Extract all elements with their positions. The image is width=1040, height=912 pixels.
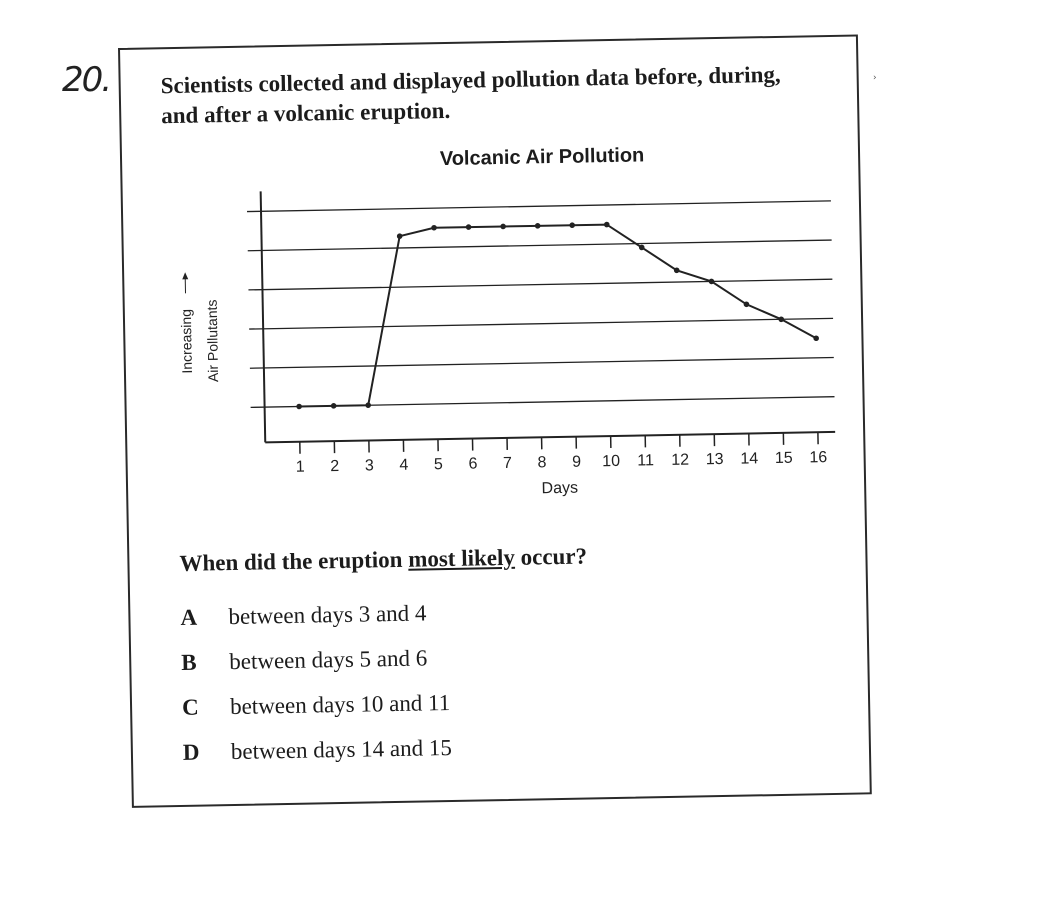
y-axis-label-line2: Air Pollutants — [203, 299, 222, 383]
x-tick-label-11: 11 — [637, 452, 655, 470]
data-point-day-5 — [431, 225, 437, 231]
x-tick-label-10: 10 — [602, 452, 621, 471]
x-tick-label-16: 16 — [809, 449, 828, 467]
option-d-letter: D — [182, 739, 200, 765]
x-tick-label-5: 5 — [433, 456, 444, 474]
x-tick-label-4: 4 — [399, 456, 409, 474]
x-tick-label-14: 14 — [740, 450, 759, 468]
data-point-day-8 — [535, 223, 541, 229]
chart-title: Volcanic Air Pollution — [439, 144, 645, 171]
prompt-text-after: occur? — [514, 543, 588, 570]
y-axis-arrow-head — [182, 272, 188, 279]
option-a-text: between days 3 and 4 — [228, 600, 427, 630]
question-box — [118, 34, 872, 807]
option-c[interactable] — [182, 690, 451, 721]
option-a[interactable] — [180, 600, 426, 631]
data-point-day-7 — [500, 224, 506, 230]
margin-mark: › — [873, 73, 877, 83]
option-c-text: between days 10 and 11 — [229, 690, 451, 720]
x-axis-label: Days — [541, 479, 579, 498]
x-tick-label-13: 13 — [705, 450, 724, 469]
data-point-day-2 — [331, 403, 337, 409]
option-d[interactable] — [183, 735, 452, 766]
y-gridline-3 — [248, 279, 832, 290]
x-tick-label-9: 9 — [571, 453, 582, 471]
data-point-day-4 — [397, 233, 403, 239]
question-stem: Scientists collected and displayed pollution data before, during, and after a volcanic eruption. — [160, 61, 781, 129]
y-gridline-4 — [248, 240, 832, 251]
x-tick-label-6: 6 — [468, 455, 478, 473]
data-point-day-9 — [569, 222, 575, 228]
data-point-day-6 — [466, 224, 472, 230]
x-tick-label-2: 2 — [330, 458, 340, 476]
x-tick-label-8: 8 — [537, 454, 547, 472]
line-chart — [120, 36, 869, 529]
option-c-letter: C — [181, 694, 199, 720]
question-number: 20. — [62, 60, 111, 100]
data-point-day-3 — [365, 402, 371, 408]
prompt-emphasis: most likely — [407, 544, 516, 572]
prompt-text-before: When did the eruption — [179, 546, 409, 576]
y-gridline-5 — [247, 201, 831, 212]
x-tick-label-7: 7 — [502, 454, 513, 473]
option-b-text: between days 5 and 6 — [229, 645, 428, 675]
option-d-text: between days 14 and 15 — [230, 735, 453, 765]
x-tick-label-15: 15 — [774, 449, 793, 468]
option-a-letter: A — [180, 604, 198, 630]
option-b[interactable] — [181, 645, 427, 676]
y-gridline-2 — [249, 318, 833, 329]
option-b-letter: B — [181, 649, 197, 675]
question-prompt — [179, 543, 587, 576]
y-axis-label-line1: Increasing — [177, 308, 195, 374]
data-point-day-1 — [296, 404, 302, 410]
x-tick-label-12: 12 — [671, 451, 690, 469]
y-axis — [261, 191, 266, 442]
y-gridline-1 — [250, 358, 834, 369]
x-tick-label-3: 3 — [364, 457, 374, 475]
x-tick-label-1: 1 — [295, 458, 305, 476]
